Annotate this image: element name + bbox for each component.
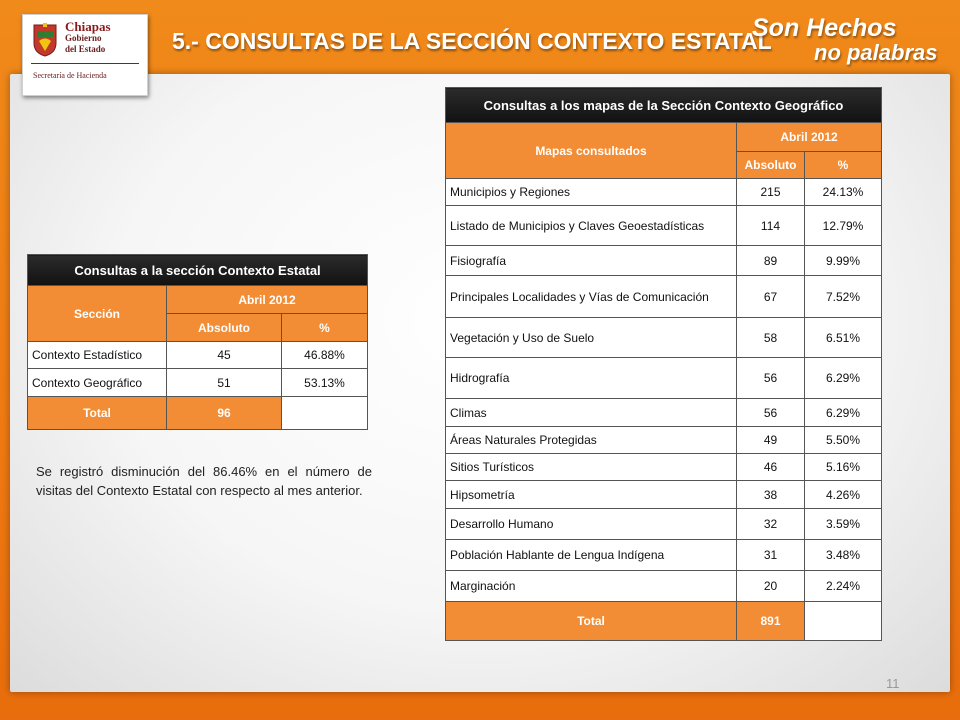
logo-line-1: Chiapas xyxy=(65,19,111,34)
table-row xyxy=(28,342,368,369)
col-header-absolute: Absoluto xyxy=(737,152,805,179)
row-absolute: 20 xyxy=(737,571,805,602)
row-absolute: 67 xyxy=(737,276,805,318)
row-absolute: 51 xyxy=(167,369,282,397)
col-header-maps: Mapas consultados xyxy=(446,123,737,179)
table-row xyxy=(28,369,368,397)
table-title: Consultas a la sección Contexto Estatal xyxy=(28,255,368,286)
table-row xyxy=(446,318,882,358)
row-percent: 5.16% xyxy=(805,454,882,481)
row-percent: 4.26% xyxy=(805,481,882,509)
government-logo xyxy=(22,14,148,96)
row-percent: 24.13% xyxy=(805,179,882,206)
logo-line-3: del Estado xyxy=(65,44,106,54)
table-mapas-consultados xyxy=(445,87,882,641)
table-row xyxy=(446,454,882,481)
page-number: 11 xyxy=(886,676,900,691)
logo-divider xyxy=(31,63,139,64)
row-name: Marginación xyxy=(446,571,737,602)
row-absolute: 89 xyxy=(737,246,805,276)
row-absolute: 215 xyxy=(737,179,805,206)
table-row xyxy=(446,481,882,509)
row-absolute: 58 xyxy=(737,318,805,358)
row-percent: 12.79% xyxy=(805,206,882,246)
table-row xyxy=(446,571,882,602)
table-contexto-estatal xyxy=(27,254,368,430)
table-row xyxy=(446,509,882,540)
row-percent: 6.29% xyxy=(805,358,882,399)
row-name: Sitios Turísticos xyxy=(446,454,737,481)
row-name: Fisiografía xyxy=(446,246,737,276)
row-absolute: 45 xyxy=(167,342,282,369)
row-percent: 3.59% xyxy=(805,509,882,540)
table-row xyxy=(446,179,882,206)
row-name: Principales Localidades y Vías de Comunicación xyxy=(446,276,737,318)
summary-note: Se registró disminución del 86.46% en el número de visitas del Contexto Estatal con respecto al mes anterior. xyxy=(36,464,372,498)
table-row xyxy=(446,276,882,318)
table-row xyxy=(446,540,882,571)
total-label: Total xyxy=(446,602,737,641)
page-title: 5.- CONSULTAS DE LA SECCIÓN CONTEXTO ESTATAL xyxy=(172,28,772,54)
table-total-row xyxy=(28,397,368,430)
row-percent: 5.50% xyxy=(805,427,882,454)
row-name: Listado de Municipios y Claves Geoestadísticas xyxy=(446,206,737,246)
slogan-line-2: no palabras xyxy=(814,40,938,65)
table-title: Consultas a los mapas de la Sección Contexto Geográfico xyxy=(446,88,882,123)
table-row xyxy=(446,358,882,399)
row-name: Desarrollo Humano xyxy=(446,509,737,540)
row-absolute: 38 xyxy=(737,481,805,509)
row-name: Hidrografía xyxy=(446,358,737,399)
total-empty-cell xyxy=(805,602,882,641)
slogan-line-1: Son Hechos xyxy=(752,14,897,42)
table-row xyxy=(446,246,882,276)
logo-text xyxy=(65,21,111,55)
col-header-period: Abril 2012 xyxy=(737,123,882,152)
row-name: Climas xyxy=(446,399,737,427)
row-name: Municipios y Regiones xyxy=(446,179,737,206)
total-empty-cell xyxy=(282,397,368,430)
row-percent: 6.51% xyxy=(805,318,882,358)
row-absolute: 49 xyxy=(737,427,805,454)
col-header-absolute: Absoluto xyxy=(167,314,282,342)
row-absolute: 32 xyxy=(737,509,805,540)
row-absolute: 56 xyxy=(737,399,805,427)
col-header-section: Sección xyxy=(28,286,167,342)
row-name: Hipsometría xyxy=(446,481,737,509)
row-percent: 2.24% xyxy=(805,571,882,602)
row-percent: 3.48% xyxy=(805,540,882,571)
table-total-row xyxy=(446,602,882,641)
logo-footer: Secretaría de Hacienda xyxy=(33,71,107,80)
row-percent: 9.99% xyxy=(805,246,882,276)
row-name: Vegetación y Uso de Suelo xyxy=(446,318,737,358)
col-header-percent: % xyxy=(282,314,368,342)
row-absolute: 114 xyxy=(737,206,805,246)
row-name: Contexto Geográfico xyxy=(28,369,167,397)
coat-of-arms-icon xyxy=(33,23,57,57)
table-row xyxy=(446,427,882,454)
table-row xyxy=(446,399,882,427)
row-absolute: 56 xyxy=(737,358,805,399)
col-header-period: Abril 2012 xyxy=(167,286,368,314)
row-percent: 6.29% xyxy=(805,399,882,427)
total-value: 891 xyxy=(737,602,805,641)
row-percent: 46.88% xyxy=(282,342,368,369)
row-name: Contexto Estadístico xyxy=(28,342,167,369)
row-name: Población Hablante de Lengua Indígena xyxy=(446,540,737,571)
total-value: 96 xyxy=(167,397,282,430)
logo-line-2: Gobierno xyxy=(65,33,102,43)
row-percent: 53.13% xyxy=(282,369,368,397)
row-percent: 7.52% xyxy=(805,276,882,318)
table-row xyxy=(446,206,882,246)
total-label: Total xyxy=(28,397,167,430)
row-absolute: 31 xyxy=(737,540,805,571)
col-header-percent: % xyxy=(805,152,882,179)
row-name: Áreas Naturales Protegidas xyxy=(446,427,737,454)
row-absolute: 46 xyxy=(737,454,805,481)
